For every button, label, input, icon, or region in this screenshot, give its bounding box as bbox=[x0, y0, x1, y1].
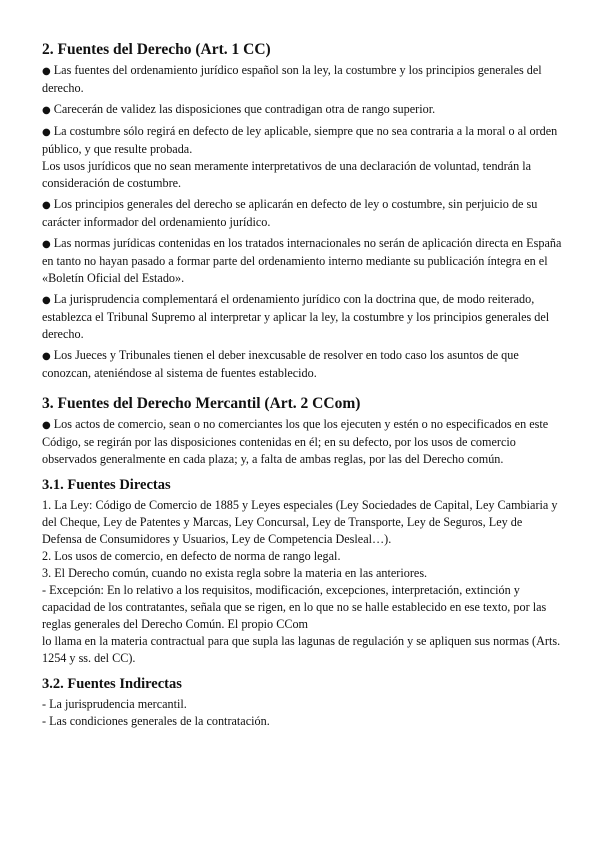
section-2-item-7: ● Los Jueces y Tribunales tienen el deber inexcusable de resolver en todo caso los asuntos de que conozcan, ateniéndose al sistema de fuentes establecido. bbox=[42, 348, 519, 380]
bullet-icon: ● bbox=[42, 351, 51, 362]
bullet-icon: ● bbox=[42, 200, 51, 211]
section-2-item-1: ● Las fuentes del ordenamiento jurídico español son la ley, la costumbre y los principios generales del derecho. bbox=[42, 63, 542, 95]
section-3-1-exception-cont: lo llama en la materia contractual para que supla las lagunas de regulación y se apliquen sus normas (Arts. 1254 y ss. del CC). bbox=[42, 634, 561, 665]
bullet-icon: ● bbox=[42, 420, 51, 431]
section-3-2-line-1: - La jurisprudencia mercantil. bbox=[42, 697, 187, 711]
section-3-2-line-2: - Las condiciones generales de la contratación. bbox=[42, 714, 270, 728]
section-3-1-line-1: 1. La Ley: Código de Comercio de 1885 y Leyes especiales (Ley Sociedades de Capital, Ley Cambiaria y del Cheque, Ley de Patentes y Marcas, Ley Concursal, Ley de Transporte, Ley de Seguros, Ley de Defensa de Consumidores y Usuarios, Ley de Competencia Desleal…). bbox=[42, 498, 558, 546]
section-3-2-heading: 3.2. Fuentes Indirectas bbox=[42, 676, 182, 692]
bullet-icon: ● bbox=[42, 66, 51, 77]
section-2-heading: 2. Fuentes del Derecho (Art. 1 CC) bbox=[42, 41, 271, 58]
section-3-1-line-2: 2. Los usos de comercio, en defecto de norma de rango legal. bbox=[42, 549, 341, 563]
bullet-icon: ● bbox=[42, 105, 51, 116]
bullet-icon: ● bbox=[42, 295, 51, 306]
bullet-icon: ● bbox=[42, 127, 51, 138]
section-2-item-4: ● Los principios generales del derecho se aplicarán en defecto de ley o costumbre, sin perjuicio de su carácter informador del ordenamiento jurídico. bbox=[42, 197, 538, 229]
section-3-item: ● Los actos de comercio, sean o no comerciantes los que los ejecuten y estén o no especificados en este Código, se regirán por las disposiciones contenidas en él; en su defecto, por los usos de comercio observados generalmente en cada plaza; y, a falta de ambas reglas, por las del Derecho común. bbox=[42, 417, 549, 466]
section-2-item-5: ● Las normas jurídicas contenidas en los tratados internacionales no serán de aplicación directa en España en tanto no hayan pasado a formar parte del ordenamiento interno mediante su publicación íntegra en el «Boletín Oficial del Estado». bbox=[42, 236, 562, 285]
section-3-1-exception: - Excepción: En lo relativo a los requisitos, modificación, excepciones, interpretación, extinción y capacidad de los contratantes, señala que se rigen, en lo que no se halle establecido en ese texto, por las reglas generales del Derecho Común. El propio CCom bbox=[42, 583, 547, 631]
section-2-item-6: ● La jurisprudencia complementará el ordenamiento jurídico con la doctrina que, de modo reiterado, establezca el Tribunal Supremo al interpretar y aplicar la ley, la costumbre y los principios generales del derecho. bbox=[42, 292, 550, 341]
section-3-1-line-3: 3. El Derecho común, cuando no exista regla sobre la materia en las anteriores. bbox=[42, 566, 428, 580]
section-2-item-2: ● Carecerán de validez las disposiciones que contradigan otra de rango superior. bbox=[42, 102, 436, 116]
document-page bbox=[42, 40, 562, 730]
section-2-usos-note: Los usos jurídicos que no sean meramente interpretativos de una declaración de voluntad, tendrán la consideración de costumbre. bbox=[42, 159, 532, 190]
section-3-1-heading: 3.1. Fuentes Directas bbox=[42, 477, 171, 493]
section-2-item-3: ● La costumbre sólo regirá en defecto de ley aplicable, siempre que no sea contraria a la moral o al orden público, y que resulte probada. bbox=[42, 124, 558, 156]
section-3-heading: 3. Fuentes del Derecho Mercantil (Art. 2 CCom) bbox=[42, 395, 361, 412]
bullet-icon: ● bbox=[42, 239, 51, 250]
